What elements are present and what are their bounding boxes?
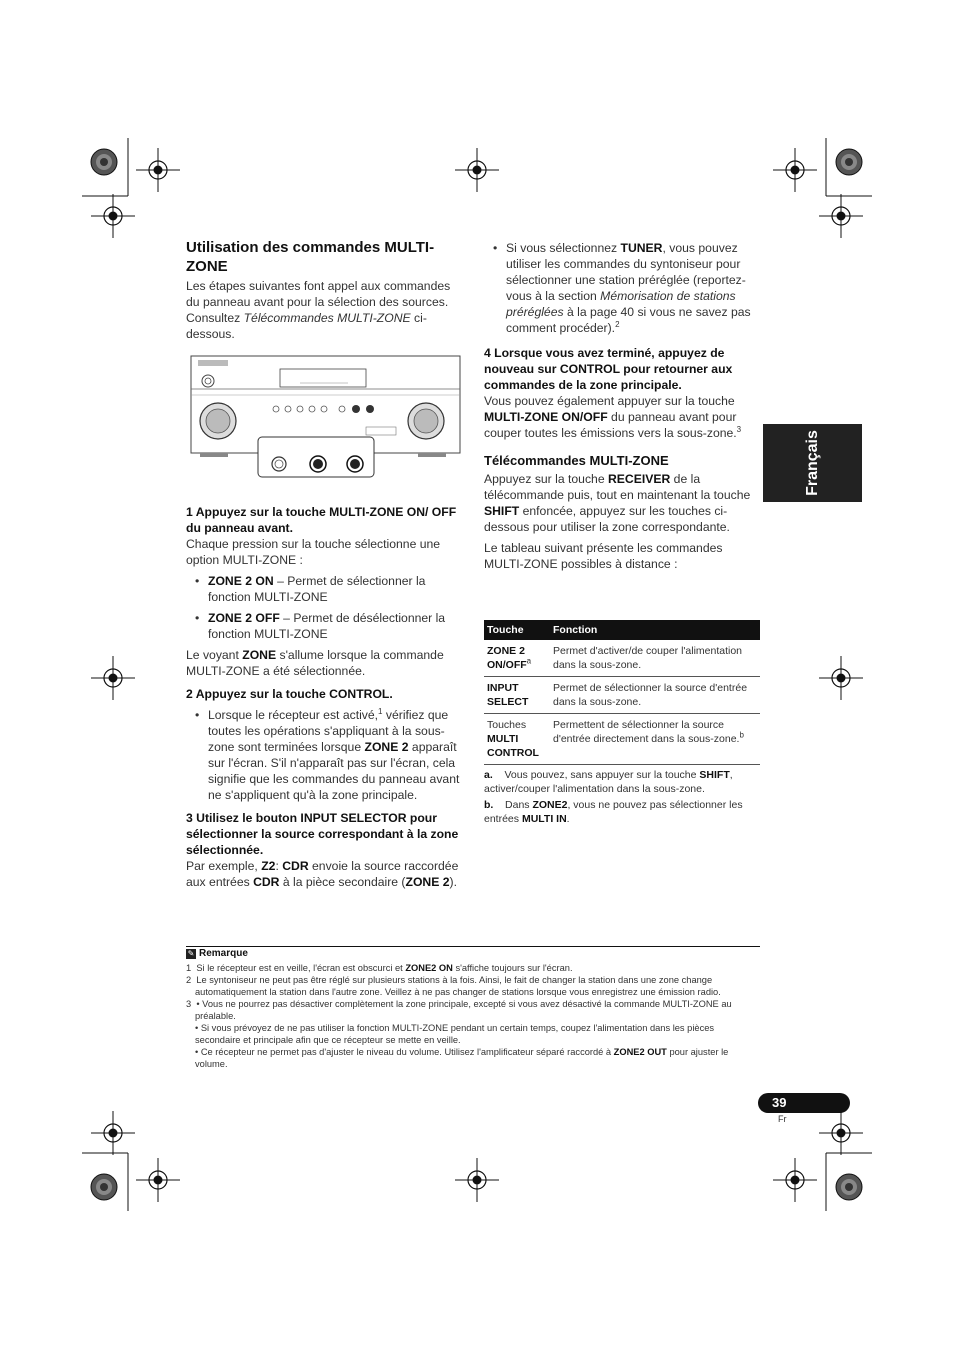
example-text: Par exemple, Z2: CDR envoie la source raccordée aux entrées CDR à la pièce secondaire (ZONE 2). — [186, 859, 459, 889]
step2-title: 2 Appuyez sur la touche CONTROL. — [186, 687, 393, 701]
page-number: 39 — [772, 1095, 787, 1110]
table-header-key: Touche — [484, 620, 550, 640]
note-1: 1 Si le récepteur est en veille, l'écran est obscurci et ZONE2 ON s'affiche toujours sur l'écran. — [186, 963, 573, 973]
bullet-zone2-off: • ZONE 2 OFF – Permet de désélectionner la fonction MULTI-ZONE — [186, 610, 460, 642]
note-icon: ✎ — [187, 949, 195, 958]
table-cell-key: INPUT SELECT — [484, 677, 550, 714]
remote-text: Appuyez sur la touche RECEIVER de la télécommande puis, tout en maintenant la touche SHIFT enfoncée, appuyez sur les touches ci-dessous pour utiliser la zone correspondante. — [484, 472, 751, 534]
step1-text: Chaque pression sur la touche sélectionne une option MULTI-ZONE : — [186, 537, 441, 567]
table-cell-function: Permet de sélectionner la source d'entrée dans la sous-zone. — [550, 677, 760, 714]
page-number-badge — [758, 1093, 850, 1113]
language-tab — [763, 424, 862, 502]
table-header-function: Fonction — [550, 620, 760, 640]
table-cell-key: Touches MULTI CONTROL — [484, 714, 550, 765]
bullet-tuner: • Si vous sélectionnez TUNER, vous pouvez utiliser les commandes du syntoniseur pour sélectionner une station préréglée (reportez-vous à la section Mémorisation de stations préréglées à la page 40 si vous ne savez pas comment procéder).$^2$ — [484, 240, 760, 336]
receiver-illustration — [190, 355, 464, 480]
step4-text: Vous pouvez également appuyer sur la touche MULTI-ZONE ON/OFF du panneau avant pour couper toutes les émissions vers la sous-zone.$^3$ — [484, 394, 742, 440]
table-row — [484, 714, 760, 765]
note-2: 2 Le syntoniseur ne peut pas être réglé sur plusieurs stations à la fois. Ainsi, le fait de changer la station dans une zone change automatiquement la station dans l'autre zone. Veillez à ne pas changer de stations lorsque vous enregistrez une émission radio. — [186, 975, 721, 997]
bullet-control: • Lorsque le récepteur est activé,$^1$ vérifiez que toutes les opérations s'appliquant à la sous-zone sont terminées lorsque ZONE 2 apparaît sur l'écran. S'il n'apparaît pas sur l'écran, cela signifie que les commandes du panneau avant ne s'appliquent qu'à la zone principale. — [186, 707, 460, 803]
right-column — [484, 240, 760, 572]
table-row — [484, 677, 760, 714]
bullet-zone2-on: • ZONE 2 ON – Permet de sélectionner la fonction MULTI-ZONE — [186, 573, 460, 605]
note-3a: 3 • Vous ne pourrez pas désactiver complètement la zone principale, excepté si vous avez désactivé la commande MULTI-ZONE au préalable. — [186, 999, 732, 1021]
table-row — [484, 640, 760, 677]
footnote-b: b. Dans ZONE2, vous ne pouvez pas sélectionner les entrées MULTI IN. — [484, 799, 743, 825]
section-heading: Utilisation des commandes MULTI-ZONE — [186, 239, 435, 275]
note-3c: • Ce récepteur ne permet pas d'ajuster le niveau du volume. Utilisez l'amplificateur séparé raccordé à ZONE2 OUT pour ajuster le volume. — [195, 1047, 729, 1069]
notes-divider — [186, 946, 760, 947]
table-cell-key: ZONE 2 ON/OFF$^a$ — [484, 640, 550, 677]
step3-title: 3 Utilisez le bouton INPUT SELECTOR pour sélectionner la source correspondant à la zone sélectionnée. — [186, 811, 459, 857]
voyant-text: Le voyant ZONE s'allume lorsque la commande MULTI-ZONE a été sélectionnée. — [186, 648, 444, 678]
language-label: Français — [803, 430, 821, 496]
table-footnotes — [484, 768, 760, 826]
note-3b: • Si vous prévoyez de ne pas utiliser la fonction MULTI-ZONE pendant un certain temps, coupez l'alimentation dans les pièces secondaire et principale afin que ce récepteur se mette en veille. — [195, 1023, 715, 1045]
table-cell-function: Permettent de sélectionner la source d'entrée directement dans la sous-zone.$^b$ — [550, 714, 760, 765]
step4-title: 4 Lorsque vous avez terminé, appuyez de nouveau sur CONTROL pour retourner aux commandes de la zone principale. — [484, 346, 733, 392]
remote-commands-table — [484, 620, 760, 765]
left-column-steps — [186, 504, 460, 890]
footnote-a: a. Vous pouvez, sans appuyer sur la touche SHIFT, activer/couper l'alimentation dans la sous-zone. — [484, 769, 733, 795]
table-cell-function: Permet d'activer/de couper l'alimentation dans la sous-zone. — [550, 640, 760, 677]
left-column — [186, 238, 460, 342]
step1-title: 1 Appuyez sur la touche MULTI-ZONE ON/ OFF du panneau avant. — [186, 505, 457, 535]
language-code: Fr — [778, 1114, 787, 1124]
table-header-row — [484, 620, 760, 640]
table-intro: Le tableau suivant présente les commandes MULTI-ZONE possibles à distance : — [484, 541, 723, 571]
remote-heading: Télécommandes MULTI-ZONE — [484, 453, 669, 468]
notes-section — [186, 948, 760, 1070]
notes-title: ✎ Remarque — [187, 948, 248, 959]
intro-paragraph: Les étapes suivantes font appel aux commandes du panneau avant pour la sélection des sources. Consultez Télécommandes MULTI-ZONE ci-dessous. — [186, 279, 451, 341]
